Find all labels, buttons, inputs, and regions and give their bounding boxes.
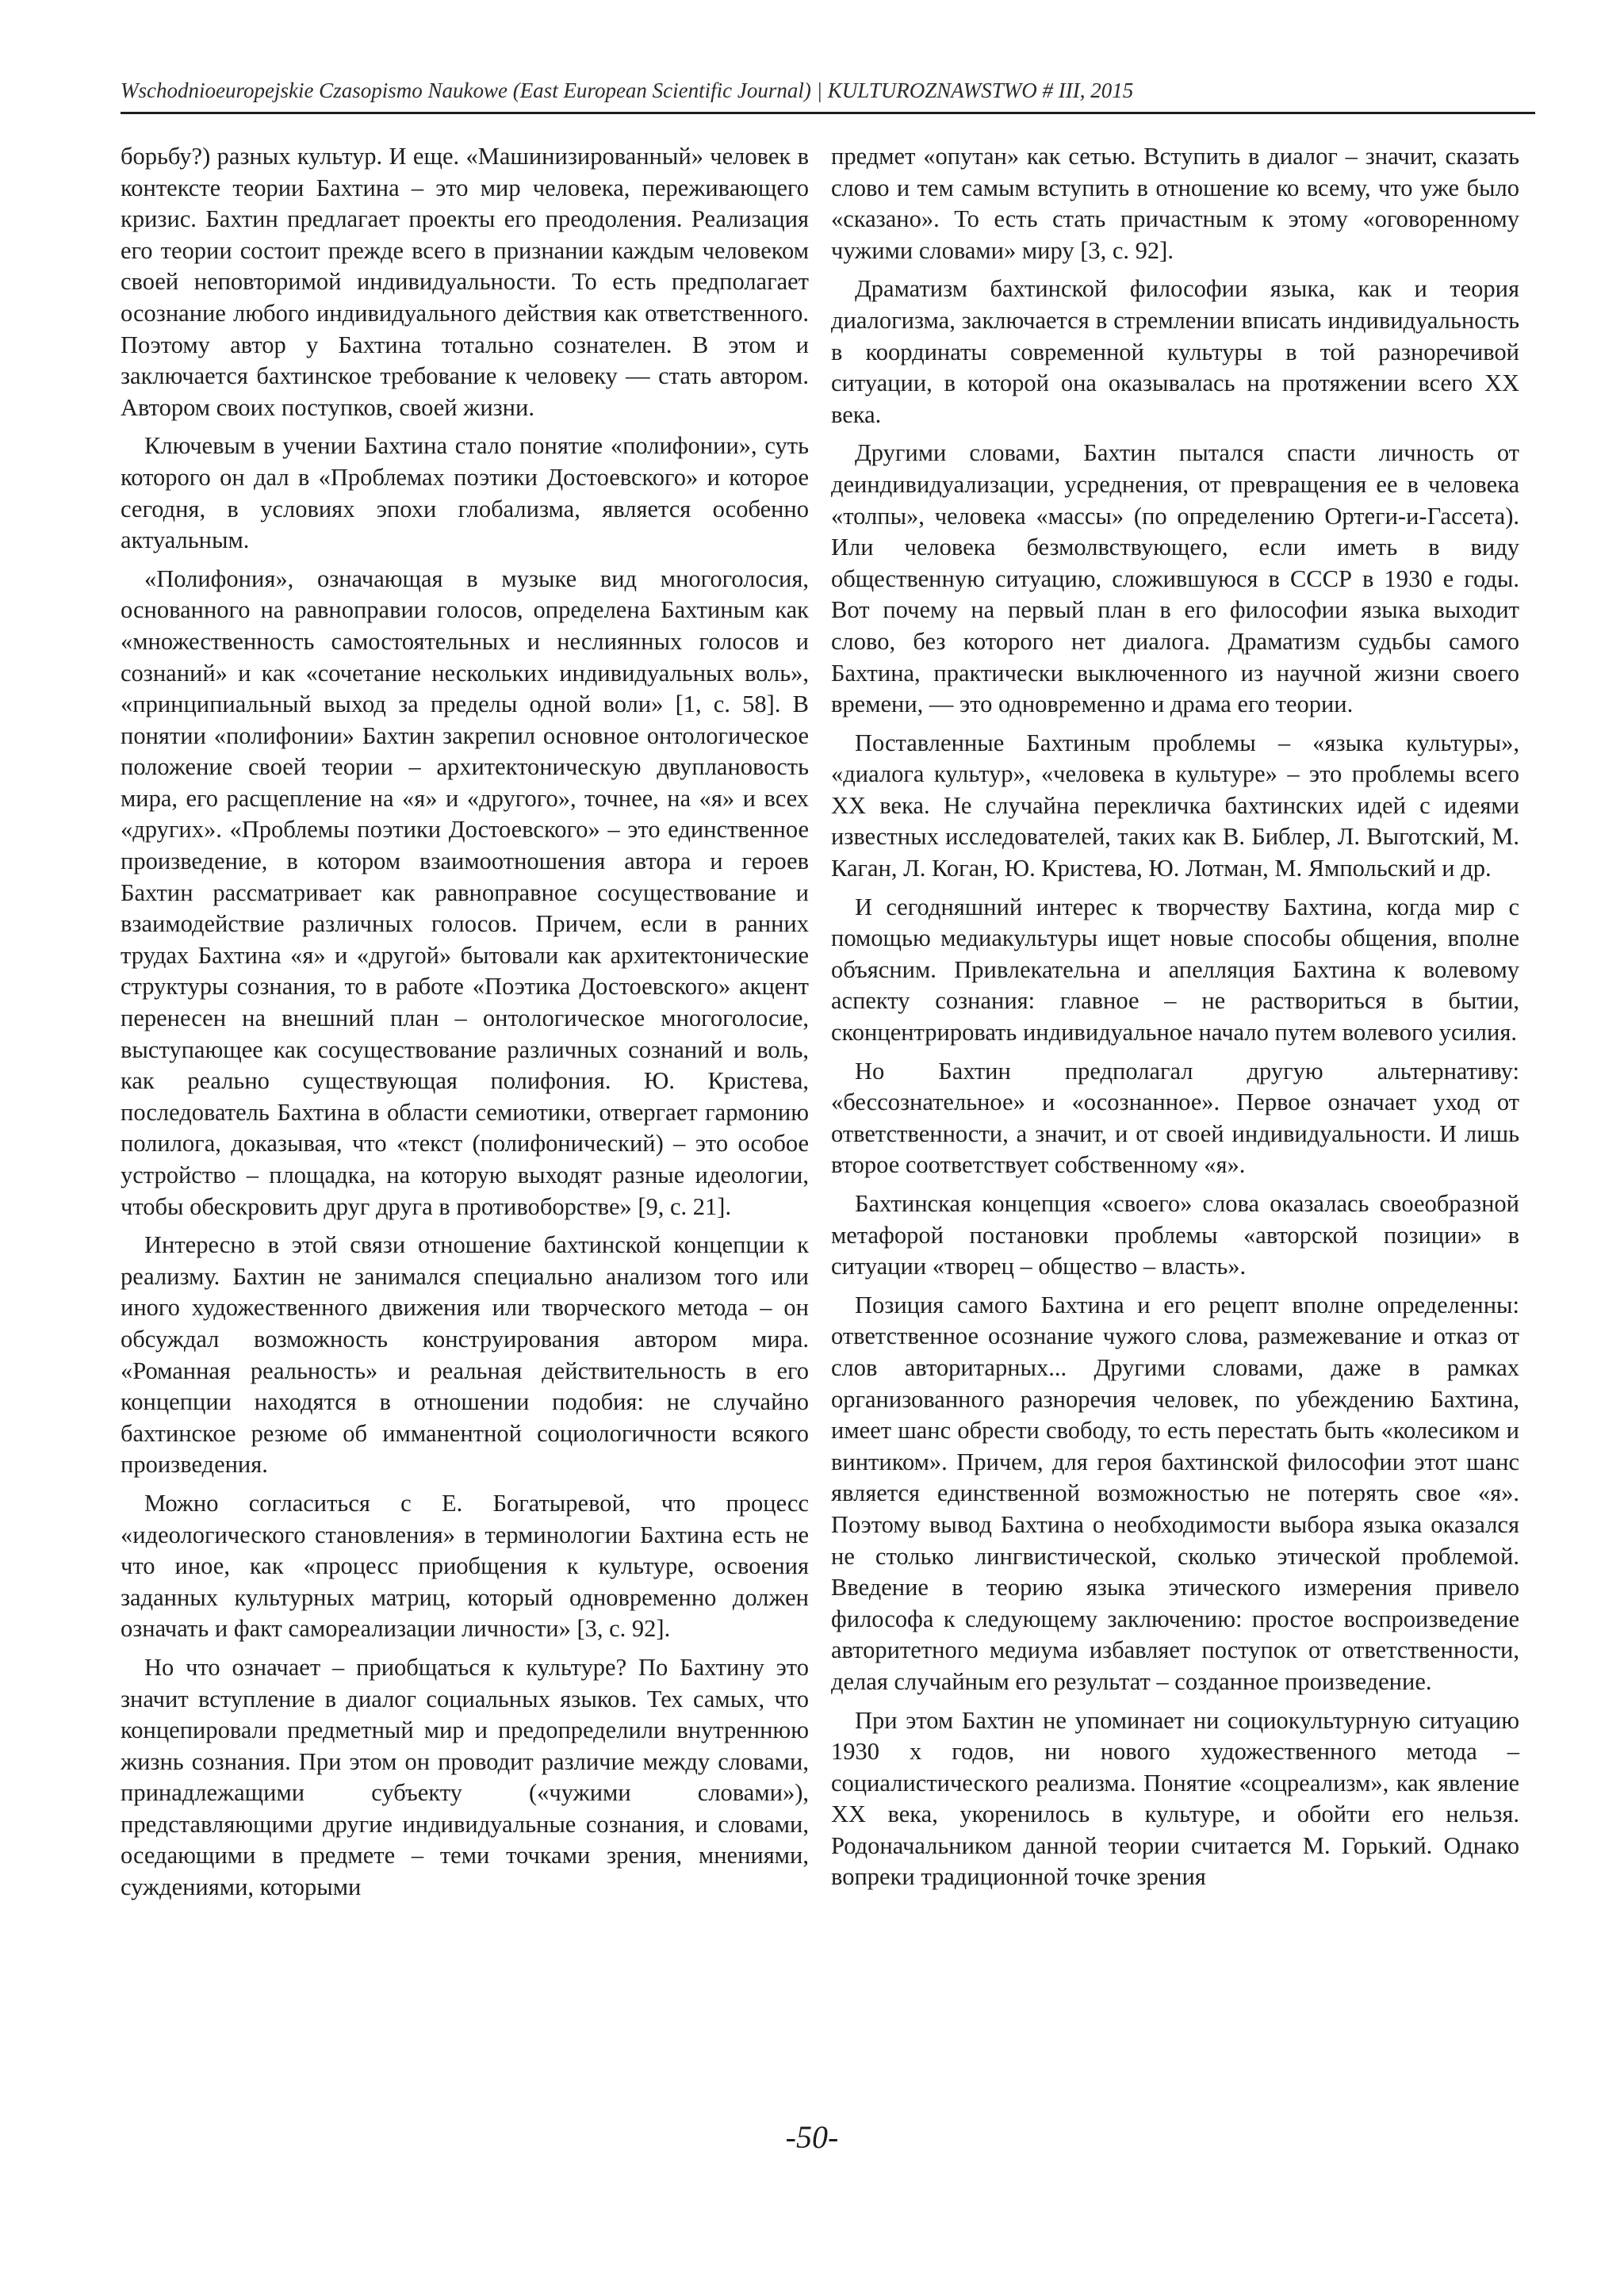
paragraph: борьбу?) разных культур. И еще. «Машинизированный» человек в контексте теории Бахтина – это мир человека, переживающего кризис. Бахтин предлагает проекты его преодоления. Реализация его теории состоит прежде всего в признании каждым человеком своей неповторимой индивидуальности. То есть предполагает осознание любого индивидуального действия как ответственного. Поэтому автор у Бахтина тотально сознателен. В этом и заключается бахтинское требование к человеку — стать автором. Автором своих поступков, своей жизни. xyxy=(121,143,809,421)
paragraph: И сегодняшний интерес к творчеству Бахтина, когда мир с помощью медиакультуры ищет новые способы общения, вполне объясним. Привлекательна и апелляция Бахтина к волевому аспекту сознания: главное – не раствориться в бытии, сконцентрировать индивидуальное начало путем волевого усилия. xyxy=(831,893,1519,1047)
journal-running-header: Wschodnioeuropejskie Czasopismo Naukowe (East European Scientific Journal) | KULTUROZNAWSTWO # III, 2015 xyxy=(121,78,1134,102)
paragraph: Драматизм бахтинской философии языка, как и теория диалогизма, заключается в стремлении вписать индивидуальность в координаты современной культуры в той разноречивой ситуации, в которой она оказывалась на протяжении всего ХХ века. xyxy=(831,275,1519,428)
right-column xyxy=(831,141,1519,1900)
paragraph: предмет «опутан» как сетью. Вступить в диалог – значит, сказать слово и тем самым вступить в отношение ко всему, что уже было «сказано». То есть стать причастным к этому «оговоренному чужими словами» миру [3, с. 92]. xyxy=(831,143,1519,264)
paragraph: Поставленные Бахтиным проблемы – «языка культуры», «диалога культур», «человека в культуре» – это проблемы всего ХХ века. Не случайна перекличка бахтинских идей с идеями известных исследователей, таких как В. Библер, Л. Выготский, М. Каган, Л. Коган, Ю. Кристева, Ю. Лотман, М. Ямпольский и др. xyxy=(831,729,1519,882)
paragraph: Можно согласиться с Е. Богатыревой, что процесс «идеологического становления» в терминологии Бахтина есть не что иное, как «процесс приобщения к культуре, освоения заданных культурных матриц, который одновременно должен означать и факт самореализации личности» [3, с. 92]. xyxy=(121,1489,809,1643)
left-column xyxy=(121,141,809,1911)
paragraph: Другими словами, Бахтин пытался спасти личность от деиндивидуализации, усреднения, от превращения ее в человека «толпы», человека «массы» (по определению Ортеги-и-Гассета). Или человека безмолвствующего, если иметь в виду общественную ситуацию, сложившуюся в СССР в 1930 е годы. Вот почему на первый план в его философии языка выходит слово, без которого нет диалога. Драматизм судьбы самого Бахтина, практически выключенного из научной жизни своего времени, — это одновременно и драма его теории. xyxy=(831,439,1519,718)
page-number: -50- xyxy=(785,2119,839,2155)
paragraph: Интересно в этой связи отношение бахтинской концепции к реализму. Бахтин не занимался специально анализом того или иного художественного движения или творческого метода – он обсуждал возможность конструирования автором мира. «Романная реальность» и реальная действительность в его концепции находятся в отношении подобия: не случайно бахтинское резюме об имманентной социологичности всякого произведения. xyxy=(121,1231,809,1479)
paragraph: При этом Бахтин не упоминает ни социокультурную ситуацию 1930 х годов, ни нового художественного метода – социалистического реализма. Понятие «соцреализм», как явление ХХ века, укоренилось в культуре, и обойти его нельзя. Родоначальником данной теории считается М. Горький. Однако вопреки традиционной точке зрения xyxy=(831,1706,1519,1891)
paragraph: Позиция самого Бахтина и его рецепт вполне определенны: ответственное осознание чужого слова, размежевание и отказ от слов авторитарных... Другими словами, даже в рамках организованного разноречия человек, по убеждению Бахтина, имеет шанс обрести свободу, то есть перестать быть «колесиком и винтиком». Причем, для героя бахтинской философии этот шанс является единственной возможностью не потерять свое «я». Поэтому вывод Бахтина о необходимости выбора языка оказался не столько лингвистической, сколько этической проблемой. Введение в теорию языка этического измерения привело философа к следующему заключению: простое воспроизведение авторитетного медиума избавляет поступок от ответственности, делая случайным его результат – созданное произведение. xyxy=(831,1291,1519,1695)
paragraph: «Полифония», означающая в музыке вид многоголосия, основанного на равноправии голосов, определена Бахтиным как «множественность самостоятельных и неслиянных голосов и сознаний» и как «сочетание нескольких индивидуальных воль», «принципиальный выход за пределы одной воли» [1, с. 58]. В понятии «полифонии» Бахтин закрепил основное онтологическое положение своей теории – архитектоническую двуплановость мира, его расщепление на «я» и «другого», точнее, на «я» и всех «других». «Проблемы поэтики Достоевского» – это единственное произведение, в котором взаимоотношения автора и героев Бахтин рассматривает как равноправное сосуществование и взаимодействие различных голосов. Причем, если в ранних трудах Бахтина «я» и «другой» бытовали как архитектонические структуры сознания, то в работе «Поэтика Достоевского» акцент перенесен на внешний план – онтологическое многоголосие, выступающее как сосуществование различных сознаний и воль, как реально существующая полифония. Ю. Кристева, последователь Бахтина в области семиотики, отвергает гармонию полилога, доказывая, что «текст (полифонический) – это особое устройство – площадка, на которую выходят разные идеологии, чтобы обескровить друг друга в противоборстве» [9, с. 21]. xyxy=(121,564,809,1220)
paragraph: Ключевым в учении Бахтина стало понятие «полифонии», суть которого он дал в «Проблемах поэтики Достоевского» и которое сегодня, в условиях эпохи глобализма, является особенно актуальным. xyxy=(121,432,809,554)
paragraph: Но Бахтин предполагал другую альтернативу: «бессознательное» и «осознанное». Первое означает уход от ответственности, а значит, и от своей индивидуальности. И лишь второе соответствует собственному «я». xyxy=(831,1057,1519,1179)
paragraph: Бахтинская концепция «своего» слова оказалась своеобразной метафорой постановки проблемы «авторской позиции» в ситуации «творец – общество – власть». xyxy=(831,1190,1519,1280)
header-divider xyxy=(121,112,1535,114)
paragraph: Но что означает – приобщаться к культуре? По Бахтину это значит вступление в диалог социальных языков. Тех самых, что концепировали предметный мир и предопределили внутреннюю жизнь сознания. При этом он проводит различие между словами, принадлежащими субъекту («чужими словами»), представляющими другие индивидуальные сознания, и словами, оседающими в предмете – теми точками зрения, мнениями, суждениями, которыми xyxy=(121,1653,809,1901)
